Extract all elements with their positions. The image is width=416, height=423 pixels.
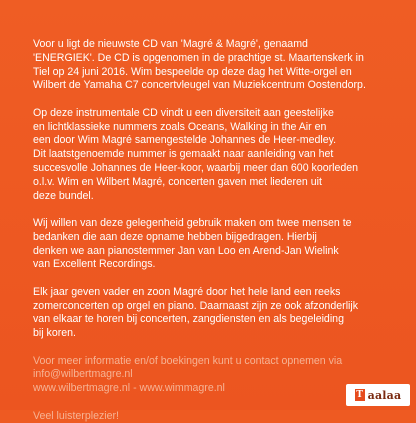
- closing-text: Veel luisterplezier!: [33, 410, 393, 423]
- watermark-logo: [346, 384, 410, 406]
- watermark-icon: T: [355, 389, 365, 401]
- text-line: van Excellent Recordings.: [33, 258, 155, 270]
- text-line: o.l.v. Wim en Wilbert Magré, concerten gaven met liederen uit: [33, 176, 322, 188]
- text-line: Voor u ligt de nieuwste CD van 'Magré & Magré', genaamd: [33, 38, 308, 50]
- text-line: en lichtklassieke nummers zoals Oceans, Walking in the Air en: [33, 121, 326, 133]
- text-line: succesvolle Johannes de Heer-koor, waarbij meer dan 600 koorleden: [33, 162, 358, 174]
- liner-notes: [33, 38, 393, 423]
- text-line: een door Wim Magré samengestelde Johannes de Heer-medley.: [33, 134, 336, 146]
- text-line: Dit laatstgenoemde nummer is gemaakt naar aanleiding van het: [33, 148, 333, 160]
- contact-email: info@wilbertmagre.nl: [33, 368, 393, 382]
- contact-intro: Voor meer informatie en/of boekingen kunt u contact opnemen via: [33, 355, 393, 369]
- text-line: van elkaar te horen bij concerten, zangdiensten en als begeleiding: [33, 313, 344, 325]
- thanks-paragraph: [33, 217, 393, 272]
- text-line: Wij willen van deze gelegenheid gebruik maken om twee mensen te: [33, 217, 352, 229]
- text-line: 'ENERGIEK'. De CD is opgenomen in de prachtige st. Maartenskerk in: [33, 52, 364, 64]
- repertoire-paragraph: [33, 107, 393, 204]
- contact-info: [33, 355, 393, 396]
- text-line: zomerconcerten op orgel en piano. Daarnaast zijn ze ook afzonderlijk: [33, 300, 358, 312]
- contact-websites: www.wilbertmagre.nl - www.wimmagre.nl: [33, 382, 393, 396]
- concerts-paragraph: [33, 286, 393, 341]
- text-line: bij koren.: [33, 327, 76, 339]
- text-line: deze bundel.: [33, 190, 94, 202]
- text-line: Op deze instrumentale CD vindt u een diversiteit aan geestelijke: [33, 107, 334, 119]
- text-line: bedanken die aan deze opname hebben bijgedragen. Hierbij: [33, 231, 317, 243]
- text-line: Elk jaar geven vader en zoon Magré door het hele land een reeks: [33, 286, 340, 298]
- watermark-text: aalaa: [368, 389, 402, 402]
- intro-paragraph: [33, 38, 393, 93]
- text-line: denken we aan pianostemmer Jan van Loo en Arend-Jan Wielink: [33, 245, 339, 257]
- text-line: Wilbert de Yamaha C7 concertvleugel van Muziekcentrum Oostendorp.: [33, 79, 366, 91]
- text-line: Tiel op 24 juni 2016. Wim bespeelde op deze dag het Witte-orgel en: [33, 66, 352, 78]
